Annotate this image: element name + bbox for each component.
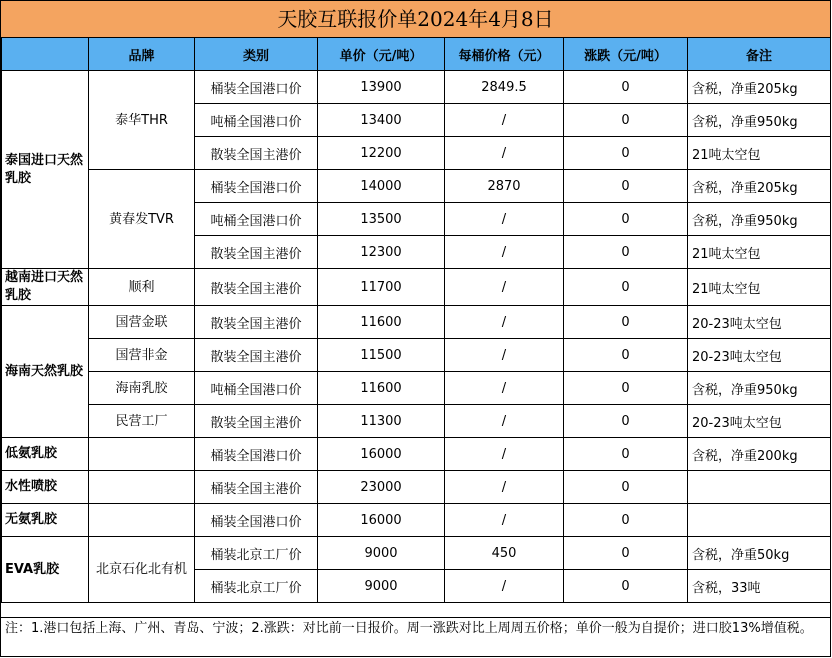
remark-cell: 含税，净重950kg	[688, 372, 831, 405]
category-cell: 低氨乳胶	[2, 438, 89, 471]
price-cell: 9000	[318, 570, 445, 603]
type-cell: 散装全国主港价	[195, 236, 318, 269]
barrel-cell: /	[445, 405, 564, 438]
remark-cell: 含税，33吨	[688, 570, 831, 603]
type-cell: 桶装全国主港价	[195, 471, 318, 504]
type-cell: 散装全国主港价	[195, 137, 318, 170]
brand-cell: 国营非金	[89, 339, 195, 372]
price-cell: 11300	[318, 405, 445, 438]
table-row	[2, 405, 831, 438]
price-table	[1, 37, 831, 603]
remark-cell: 21吨太空包	[688, 236, 831, 269]
type-cell: 桶装全国港口价	[195, 438, 318, 471]
barrel-cell: 2870	[445, 170, 564, 203]
type-cell: 桶装北京工厂价	[195, 570, 318, 603]
header-change: 涨跌（元/吨）	[564, 38, 688, 71]
change-cell: 0	[564, 405, 688, 438]
barrel-cell: /	[445, 438, 564, 471]
remark-cell: 含税，净重950kg	[688, 203, 831, 236]
type-cell: 散装全国主港价	[195, 269, 318, 306]
price-cell: 11700	[318, 269, 445, 306]
barrel-cell: /	[445, 339, 564, 372]
price-cell: 23000	[318, 471, 445, 504]
category-cell: 越南进口天然乳胶	[2, 269, 89, 306]
change-cell: 0	[564, 236, 688, 269]
barrel-cell: /	[445, 137, 564, 170]
table-row	[2, 339, 831, 372]
price-cell: 11600	[318, 372, 445, 405]
remark-cell: 20-23吨太空包	[688, 339, 831, 372]
price-cell: 13500	[318, 203, 445, 236]
category-cell: 无氨乳胶	[2, 504, 89, 537]
type-cell: 吨桶全国港口价	[195, 203, 318, 236]
remark-cell: 含税，净重205kg	[688, 71, 831, 104]
header-category	[2, 38, 89, 71]
type-cell: 散装全国主港价	[195, 339, 318, 372]
type-cell: 吨桶全国港口价	[195, 372, 318, 405]
table-row	[2, 504, 831, 537]
table-row	[2, 372, 831, 405]
change-cell: 0	[564, 438, 688, 471]
change-cell: 0	[564, 71, 688, 104]
remark-cell: 含税，净重50kg	[688, 537, 831, 570]
header-remark: 备注	[688, 38, 831, 71]
remark-cell: 含税，净重200kg	[688, 438, 831, 471]
category-cell: 泰国进口天然乳胶	[2, 71, 89, 269]
price-cell: 11500	[318, 339, 445, 372]
remark-cell: 含税，净重950kg	[688, 104, 831, 137]
remark-cell: 21吨太空包	[688, 137, 831, 170]
change-cell: 0	[564, 504, 688, 537]
barrel-cell: /	[445, 306, 564, 339]
type-cell: 吨桶全国港口价	[195, 104, 318, 137]
type-cell: 桶装北京工厂价	[195, 537, 318, 570]
price-cell: 9000	[318, 537, 445, 570]
barrel-cell: 2849.5	[445, 71, 564, 104]
table-row	[2, 537, 831, 570]
header-barrel-price: 每桶价格（元）	[445, 38, 564, 71]
remark-cell	[688, 504, 831, 537]
change-cell: 0	[564, 269, 688, 306]
table-row	[2, 170, 831, 203]
change-cell: 0	[564, 372, 688, 405]
barrel-cell: /	[445, 471, 564, 504]
change-cell: 0	[564, 104, 688, 137]
table-row	[2, 306, 831, 339]
brand-cell: 海南乳胶	[89, 372, 195, 405]
brand-cell: 顺利	[89, 269, 195, 306]
change-cell: 0	[564, 339, 688, 372]
change-cell: 0	[564, 170, 688, 203]
price-cell: 16000	[318, 438, 445, 471]
type-cell: 散装全国主港价	[195, 405, 318, 438]
category-cell: 水性喷胶	[2, 471, 89, 504]
remark-cell: 21吨太空包	[688, 269, 831, 306]
sheet-title: 天胶互联报价单2024年4月8日	[1, 1, 830, 38]
type-cell: 桶装全国港口价	[195, 170, 318, 203]
header-brand: 品牌	[89, 38, 195, 71]
table-row	[2, 71, 831, 104]
brand-cell	[89, 438, 195, 471]
header-type: 类别	[195, 38, 318, 71]
table-row	[2, 269, 831, 306]
remark-cell: 20-23吨太空包	[688, 306, 831, 339]
barrel-cell: 450	[445, 537, 564, 570]
brand-cell: 黄春发TVR	[89, 170, 195, 269]
price-cell: 12300	[318, 236, 445, 269]
barrel-cell: /	[445, 504, 564, 537]
price-cell: 16000	[318, 504, 445, 537]
brand-cell	[89, 471, 195, 504]
price-cell: 12200	[318, 137, 445, 170]
remark-cell: 含税，净重205kg	[688, 170, 831, 203]
type-cell: 桶装全国港口价	[195, 71, 318, 104]
change-cell: 0	[564, 471, 688, 504]
remark-cell	[688, 471, 831, 504]
brand-cell: 泰华THR	[89, 71, 195, 170]
change-cell: 0	[564, 570, 688, 603]
brand-cell	[89, 504, 195, 537]
barrel-cell: /	[445, 570, 564, 603]
type-cell: 桶装全国港口价	[195, 504, 318, 537]
brand-cell: 国营金联	[89, 306, 195, 339]
barrel-cell: /	[445, 372, 564, 405]
barrel-cell: /	[445, 269, 564, 306]
barrel-cell: /	[445, 203, 564, 236]
barrel-cell: /	[445, 104, 564, 137]
price-cell: 14000	[318, 170, 445, 203]
header-unit-price: 单价（元/吨）	[318, 38, 445, 71]
category-cell: EVA乳胶	[2, 537, 89, 603]
change-cell: 0	[564, 137, 688, 170]
remark-cell: 20-23吨太空包	[688, 405, 831, 438]
change-cell: 0	[564, 306, 688, 339]
category-cell: 海南天然乳胶	[2, 306, 89, 438]
change-cell: 0	[564, 537, 688, 570]
table-row	[2, 471, 831, 504]
brand-cell: 民营工厂	[89, 405, 195, 438]
barrel-cell: /	[445, 236, 564, 269]
price-cell: 13400	[318, 104, 445, 137]
price-cell: 13900	[318, 71, 445, 104]
brand-cell: 北京石化北有机	[89, 537, 195, 603]
table-header-row	[2, 38, 831, 71]
table-row	[2, 438, 831, 471]
price-cell: 11600	[318, 306, 445, 339]
footnote: 注：1.港口包括上海、广州、青岛、宁波；2.涨跌：对比前一日报价。周一涨跌对比上周周五价格；单价一般为自提价；进口胶13%增值税。	[1, 617, 830, 657]
change-cell: 0	[564, 203, 688, 236]
type-cell: 散装全国主港价	[195, 306, 318, 339]
